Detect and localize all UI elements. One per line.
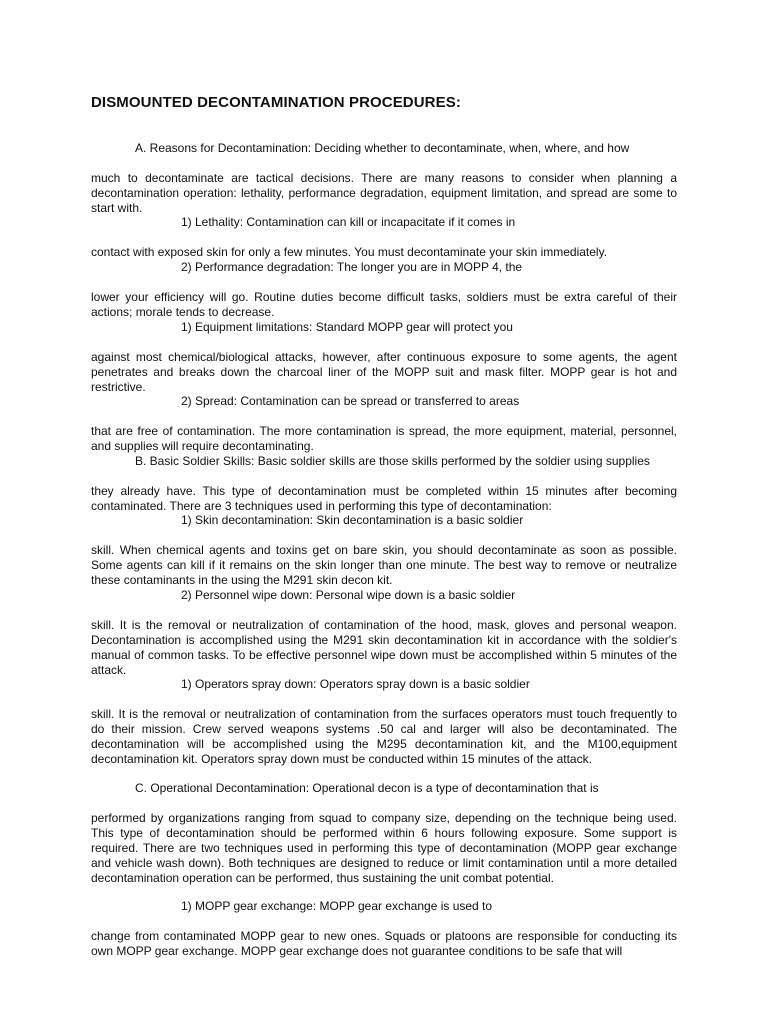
paragraph-operational-decontamination	[91, 766, 677, 901]
paragraph-body: lower your efficiency will go. Routine duties become difficult tasks, soldiers must be extra careful of their actions; morale tends to decrease.	[91, 290, 677, 319]
paragraph-operators-spray-down	[91, 662, 677, 782]
paragraph-body: that are free of contamination. The more contamination is spread, the more equipment, material, personnel, and supplies will require decontaminating.	[91, 424, 677, 453]
paragraph-lead: B. Basic Soldier Skills: Basic soldier skills are those skills performed by the soldier using supplies	[135, 454, 650, 468]
paragraph-lead: 1) MOPP gear exchange: MOPP gear exchange is used to	[181, 899, 493, 913]
paragraph-lead: A. Reasons for Decontamination: Deciding whether to decontaminate, when, where, and how	[135, 141, 630, 155]
page-title: DISMOUNTED DECONTAMINATION PROCEDURES:	[91, 94, 461, 111]
paragraph-lead: C. Operational Decontamination: Operational decon is a type of decontamination that is	[135, 781, 599, 795]
paragraph-body: performed by organizations ranging from squad to company size, depending on the technique being used. This type of decontamination should be performed within 6 hours following exposure. Some support is required. There are two techniques used in performing this type of decontamination (MOPP gear exchange and vehicle wash down). Both techniques are designed to reduce or limit contamination until a more detailed decontamination operation can be performed, thus sustaining the unit combat potential.	[91, 811, 677, 885]
paragraph-body: change from contaminated MOPP gear to new ones. Squads or platoons are responsible for conducting its own MOPP gear exchange. MOPP gear exchange does not guarantee conditions to be safe that will	[91, 929, 677, 958]
paragraph-lead: 2) Personnel wipe down: Personal wipe down is a basic soldier	[181, 588, 516, 602]
paragraph-body: skill. When chemical agents and toxins get on bare skin, you should decontaminate as soon as possible. Some agents can kill if it remains on the skin longer than one minute. The best way to remove or neutralize these contaminants in the using the M291 skin decon kit.	[91, 543, 677, 587]
paragraph-lead: 1) Skin decontamination: Skin decontamination is a basic soldier	[181, 513, 524, 527]
paragraph-body: against most chemical/biological attacks, however, after continuous exposure to some agents, the agent penetrates and breaks down the charcoal liner of the MOPP suit and mask filter. MOPP gear is hot and restrictive.	[91, 350, 677, 394]
paragraph-lead: 1) Lethality: Contamination can kill or incapacitate if it comes in	[181, 215, 516, 229]
paragraph-body: much to decontaminate are tactical decisions. There are many reasons to consider when planning a decontamination operation: lethality, performance degradation, equipment limitation, and spread are some to start with.	[91, 171, 677, 215]
paragraph-body: skill. It is the removal or neutralization of contamination of the hood, mask, gloves and personal weapon. Decontamination is accomplished using the M291 skin decontamination kit in accordance with the soldier's manual of common tasks. To be effective personnel wipe down must be accomplished within 5 minutes of the attack.	[91, 618, 677, 677]
paragraph-body: they already have. This type of decontamination must be completed within 15 minutes after becoming contaminated. There are 3 techniques used in performing this type of decontamination:	[91, 484, 677, 513]
paragraph-lead: 2) Performance degradation: The longer you are in MOPP 4, the	[181, 260, 523, 274]
paragraph-body: skill. It is the removal or neutralization of contamination from the surfaces operators must touch frequently to do their mission. Crew served weapons systems .50 cal and larger will also be decontaminated. The decontamination will be accomplished using the M295 decontamination kit, and the M100,equipment decontamination kit. Operators spray down must be conducted within 15 minutes of the attack.	[91, 707, 677, 766]
paragraph-body: contact with exposed skin for only a few minutes. You must decontaminate your skin immediately.	[91, 245, 608, 259]
paragraph-lead: 1) Equipment limitations: Standard MOPP gear will protect you	[181, 320, 513, 334]
paragraph-lead: 1) Operators spray down: Operators spray down is a basic soldier	[181, 677, 530, 691]
paragraph-mopp-gear-exchange	[91, 884, 677, 974]
paragraph-lead: 2) Spread: Contamination can be spread or transferred to areas	[181, 394, 520, 408]
